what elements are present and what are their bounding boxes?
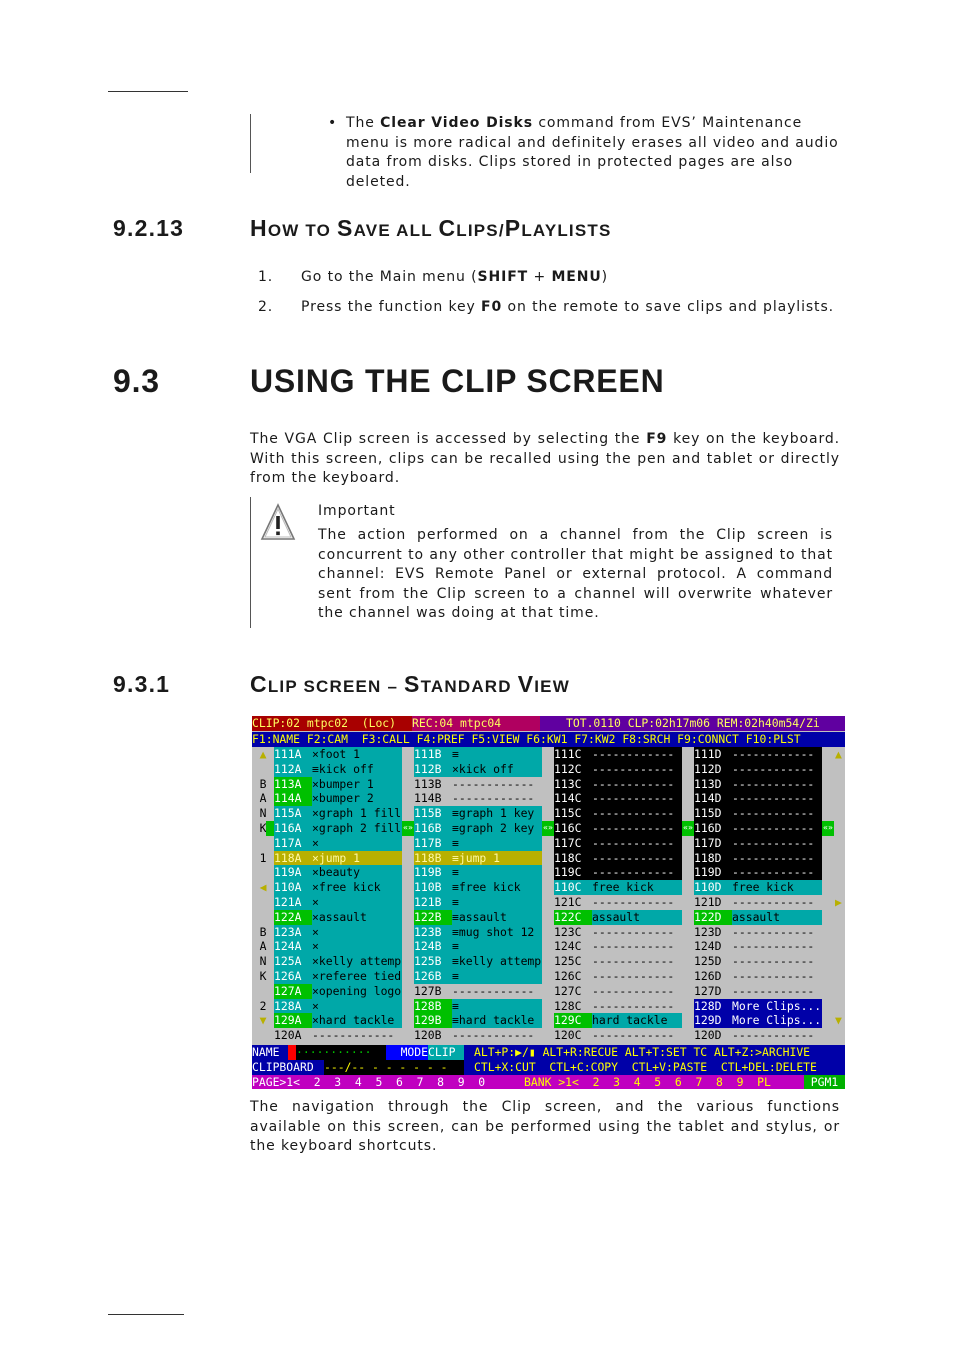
- clip-id[interactable]: 111B: [414, 747, 452, 762]
- clip-id[interactable]: 114D: [694, 791, 732, 806]
- clip-id[interactable]: 114B: [414, 791, 452, 806]
- clip-name[interactable]: ------------: [592, 836, 682, 851]
- ctl-shortcuts: CTL+X:CUT CTL+C:COPY CTL+V:PASTE CTL+DEL:DELETE: [464, 1060, 845, 1075]
- footer-rule: [108, 1314, 184, 1315]
- clip-id[interactable]: 113D: [694, 777, 732, 792]
- clip-id[interactable]: 120C: [554, 1028, 592, 1043]
- clip-id[interactable]: 129C: [554, 1013, 592, 1028]
- clip-id[interactable]: 122D: [694, 910, 732, 925]
- scroll-down-right-icon[interactable]: ▼: [835, 1013, 842, 1027]
- clip-id[interactable]: 118D: [694, 851, 732, 866]
- note-sidebar: [250, 114, 251, 173]
- clip-id[interactable]: 111C: [554, 747, 592, 762]
- clip-id[interactable]: 118B: [414, 851, 452, 866]
- clip-id[interactable]: 110D: [694, 880, 732, 895]
- section-number-9-3-1: 9.3.1: [113, 671, 171, 697]
- clip-name[interactable]: ×opening logo: [312, 983, 402, 998]
- clip-name[interactable]: ×: [312, 895, 402, 910]
- clip-name[interactable]: ≡kick off: [312, 762, 402, 777]
- clip-id[interactable]: 127A: [274, 984, 312, 999]
- clip-id[interactable]: 114C: [554, 791, 592, 806]
- clip-id[interactable]: 121D: [694, 895, 732, 910]
- clip-name[interactable]: assault: [732, 910, 822, 925]
- bank-label[interactable]: ▲: [259, 747, 267, 761]
- clip-name[interactable]: ------------: [592, 777, 682, 792]
- bank-label: K: [259, 969, 267, 983]
- name-cursor[interactable]: [288, 1045, 296, 1060]
- clip-id[interactable]: 114A: [274, 791, 312, 806]
- clip-name[interactable]: ≡assault: [452, 910, 542, 925]
- clip-id[interactable]: 128D: [694, 999, 732, 1014]
- section-number-9-2-13: 9.2.13: [113, 215, 185, 241]
- clip-name[interactable]: ×bumper 1: [312, 777, 402, 792]
- clip-name[interactable]: ×graph 1 fill: [312, 806, 402, 821]
- clip-id[interactable]: 123D: [694, 925, 732, 940]
- clip-id[interactable]: 124A: [274, 939, 312, 954]
- clip-name[interactable]: ------------: [732, 791, 822, 806]
- clip-name[interactable]: ------------: [732, 954, 822, 969]
- clip-name[interactable]: ------------: [592, 925, 682, 940]
- clip-id[interactable]: 113A: [274, 777, 312, 792]
- clip-name[interactable]: ×: [312, 939, 402, 954]
- clip-name[interactable]: ≡mug shot 12: [452, 925, 542, 940]
- clip-name[interactable]: ------------: [592, 851, 682, 866]
- clip-name[interactable]: ------------: [732, 762, 822, 777]
- bullet-text-post: command from EVS’ Maintenance menu is more radical and definitely erases all video and audio data from disks. Clips stored in protected pages are also deleted.: [346, 115, 839, 190]
- important-label: Important: [318, 503, 396, 519]
- section-title-9-3-1: CLIP SCREEN – STANDARD VIEW: [250, 671, 570, 697]
- clip-name[interactable]: ×kelly attemp: [312, 954, 402, 969]
- step-number: 1.: [258, 269, 274, 285]
- bullet-text-pre: The: [346, 115, 381, 131]
- clip-name[interactable]: ------------: [592, 954, 682, 969]
- warning-icon: [260, 502, 296, 542]
- clip-id[interactable]: 124C: [554, 939, 592, 954]
- important-sidebar: [250, 497, 251, 628]
- bank-label: [252, 910, 274, 925]
- clip-id[interactable]: 125A: [274, 954, 312, 969]
- clip-name[interactable]: ------------: [732, 925, 822, 940]
- clip-name[interactable]: ≡graph 2 key: [452, 821, 542, 836]
- clip-screen: [252, 716, 845, 1089]
- clip-id[interactable]: 119D: [694, 865, 732, 880]
- clip-id[interactable]: 125B: [414, 954, 452, 969]
- section-title-9-2-13: HOW TO SAVE ALL CLIPS/PLAYLISTS: [250, 215, 612, 241]
- bank-label: B: [259, 924, 267, 939]
- clip-id[interactable]: 115A: [274, 806, 312, 821]
- clip-name[interactable]: ≡free kick: [452, 880, 542, 895]
- clip-id[interactable]: 129B: [414, 1013, 452, 1028]
- clip-id[interactable]: 121A: [274, 895, 312, 910]
- important-text: The action performed on a channel from the Clip screen is concurrent to any other controller that might be assigned to that channel: EVS Remote Panel or external protocol. A command sent from the Clip screen to a channel will overwrite whatever the channel was doing at that time.: [318, 527, 833, 621]
- bank-label[interactable]: ▼: [259, 1013, 267, 1028]
- clip-name[interactable]: ------------: [592, 806, 682, 821]
- pgm-indicator[interactable]: PGM1: [804, 1075, 845, 1089]
- clip-id[interactable]: 112C: [554, 762, 592, 777]
- clip-id[interactable]: 111D: [694, 747, 732, 762]
- clip-name[interactable]: ------------: [592, 762, 682, 777]
- name-input[interactable]: ···········: [296, 1045, 386, 1060]
- clip-id[interactable]: 127C: [554, 984, 592, 999]
- clip-id[interactable]: 126B: [414, 969, 452, 984]
- bank-selector[interactable]: BANK >1< 2 3 4 5 6 7 8 9 PL: [524, 1075, 804, 1089]
- bank-label: [252, 836, 274, 851]
- clip-name[interactable]: ------------: [312, 1028, 402, 1043]
- clip-name[interactable]: ------------: [732, 747, 822, 762]
- step-1: 1. Go to the Main menu (SHIFT + MENU): [258, 269, 609, 285]
- clip-name[interactable]: free kick: [592, 880, 682, 895]
- bank-label: A: [259, 791, 267, 806]
- clip-id[interactable]: 118C: [554, 851, 592, 866]
- clip-name[interactable]: ≡kelly attemp: [452, 954, 542, 969]
- clip-id[interactable]: 112D: [694, 762, 732, 777]
- bank-label: 1: [259, 850, 267, 865]
- bullet-item: [328, 114, 840, 192]
- clip-name[interactable]: ≡: [452, 939, 542, 954]
- clip-name[interactable]: ×free kick: [312, 880, 402, 895]
- clip-name[interactable]: More Clips...: [732, 998, 822, 1013]
- clip-id[interactable]: 127D: [694, 984, 732, 999]
- clip-id[interactable]: 122A: [274, 910, 312, 925]
- clip-id[interactable]: 118A: [274, 851, 312, 866]
- clip-name[interactable]: ×: [312, 999, 402, 1014]
- clip-name[interactable]: ≡: [452, 999, 542, 1014]
- bank-label: [252, 865, 274, 880]
- clip-name[interactable]: ≡graph 1 key: [452, 806, 542, 821]
- clip-name[interactable]: hard tackle: [592, 1013, 682, 1028]
- link-marker: «»: [542, 821, 554, 836]
- clip-id[interactable]: 126A: [274, 969, 312, 984]
- clip-id[interactable]: 128C: [554, 999, 592, 1014]
- clip-id[interactable]: 126D: [694, 969, 732, 984]
- clip-name[interactable]: ------------: [592, 969, 682, 984]
- link-marker: «»: [402, 821, 414, 836]
- clip-id[interactable]: 117A: [274, 836, 312, 851]
- clip-name[interactable]: ------------: [592, 1028, 682, 1043]
- bank-label: [252, 984, 274, 999]
- clip-id[interactable]: 124D: [694, 939, 732, 954]
- section-title-9-3: USING THE CLIP SCREEN: [250, 363, 665, 399]
- clip-name[interactable]: More Clips...: [732, 1013, 822, 1028]
- clip-id[interactable]: 127B: [414, 984, 452, 999]
- clip-name[interactable]: ×hard tackle: [312, 1013, 402, 1028]
- intro-paragraph: The VGA Clip screen is accessed by selecting the F9 key on the keyboard. With this screen, clips can be recalled using the pen and tablet or directly from the keyboard.: [250, 431, 840, 486]
- clip-id[interactable]: 110B: [414, 880, 452, 895]
- clip-name[interactable]: ------------: [592, 791, 682, 806]
- link-marker: «»: [682, 821, 694, 836]
- clip-id[interactable]: 116B: [414, 821, 452, 836]
- clip-id[interactable]: 111A: [274, 747, 312, 762]
- clip-name[interactable]: ------------: [732, 821, 822, 836]
- page-next-icon[interactable]: ▶: [835, 895, 842, 909]
- clip-name[interactable]: ------------: [592, 984, 682, 999]
- clip-name[interactable]: ≡: [452, 747, 542, 762]
- alt-shortcuts: ALT+P:▶/▮ ALT+R:RECUE ALT+T:SET TC ALT+Z:>ARCHIVE: [464, 1045, 845, 1060]
- bank-label: 2: [259, 998, 267, 1013]
- clip-name[interactable]: ≡jump 1: [452, 851, 542, 866]
- clip-name[interactable]: ------------: [592, 865, 682, 880]
- clip-name[interactable]: ------------: [732, 836, 822, 851]
- clip-name[interactable]: ×foot 1: [312, 747, 402, 762]
- clip-name[interactable]: ×referee tied: [312, 969, 402, 983]
- clip-name[interactable]: ------------: [732, 777, 822, 792]
- clip-id[interactable]: 129D: [694, 1013, 732, 1028]
- clip-id[interactable]: 128A: [274, 999, 312, 1014]
- clip-id[interactable]: 123C: [554, 925, 592, 940]
- function-key-bar[interactable]: F1:NAME F2:CAM F3:CALL F4:PREF F5:VIEW F6:KW1 F7:KW2 F8:SRCH F9:CONNCT F10:PLST: [252, 732, 845, 747]
- row-marker: [266, 821, 274, 836]
- bank-label: A: [259, 939, 267, 954]
- clip-id[interactable]: 115D: [694, 806, 732, 821]
- clip-id[interactable]: 126C: [554, 969, 592, 984]
- bank-label: B: [259, 776, 267, 791]
- clip-name[interactable]: ------------: [732, 969, 822, 984]
- clip-id[interactable]: 124B: [414, 939, 452, 954]
- clip-name[interactable]: ------------: [592, 747, 682, 762]
- bullet-dot: •: [328, 115, 338, 131]
- clipboard-label: CLIPBOARD: [252, 1060, 324, 1075]
- clip-id[interactable]: 123B: [414, 925, 452, 940]
- bank-label[interactable]: ◀: [259, 880, 267, 895]
- clip-id[interactable]: 115C: [554, 806, 592, 821]
- bullet-text-bold: Clear Video Disks: [380, 115, 533, 131]
- bank-label: N: [259, 954, 267, 969]
- clip-id[interactable]: 121C: [554, 895, 592, 910]
- clip-name[interactable]: ------------: [732, 865, 822, 880]
- clip-id[interactable]: 112A: [274, 762, 312, 777]
- clip-name[interactable]: ------------: [452, 1028, 542, 1043]
- clip-id[interactable]: 116A: [274, 821, 312, 836]
- clip-id[interactable]: 120D: [694, 1028, 732, 1043]
- clip-name[interactable]: ------------: [592, 821, 682, 836]
- clip-name[interactable]: ≡: [452, 895, 542, 910]
- clip-id[interactable]: 117C: [554, 836, 592, 851]
- clip-id[interactable]: 129A: [274, 1013, 312, 1028]
- clip-id[interactable]: 121B: [414, 895, 452, 910]
- clip-id[interactable]: 113C: [554, 777, 592, 792]
- link-marker: «»: [822, 821, 834, 836]
- clip-id[interactable]: 122C: [554, 910, 592, 925]
- step-2: 2. Press the function key F0 on the remote to save clips and playlists.: [258, 299, 834, 315]
- clip-name[interactable]: ------------: [732, 806, 822, 821]
- bank-label: [252, 895, 274, 910]
- clip-name[interactable]: ≡: [452, 865, 542, 880]
- clip-name[interactable]: assault: [592, 910, 682, 925]
- clip-name[interactable]: ------------: [592, 999, 682, 1014]
- bank-label: [252, 762, 274, 777]
- clip-name[interactable]: ×beauty: [312, 865, 402, 880]
- clip-name[interactable]: ------------: [732, 939, 822, 954]
- clip-header-tot: TOT.0110 CLP:02h17m06 REM:02h40m54/Zi: [540, 716, 845, 731]
- closing-paragraph: The navigation through the Clip screen, and the various functions available on this screen, can be performed using the tablet and stylus, or the keyboard shortcuts.: [250, 1099, 840, 1154]
- clip-id[interactable]: 110A: [274, 880, 312, 895]
- bank-label: [252, 1028, 274, 1043]
- clip-id[interactable]: 123A: [274, 925, 312, 940]
- clip-id[interactable]: 113B: [414, 777, 452, 792]
- clip-name[interactable]: ------------: [592, 895, 682, 910]
- mode-value[interactable]: CLIP: [428, 1045, 464, 1060]
- clip-name[interactable]: ------------: [592, 939, 682, 954]
- clip-name[interactable]: ------------: [732, 851, 822, 866]
- clip-id[interactable]: 112B: [414, 762, 452, 777]
- clipboard-value: ---/-- - - - - - -: [324, 1060, 464, 1075]
- clip-name[interactable]: ------------: [452, 777, 542, 792]
- clip-name[interactable]: ×bumper 2: [312, 791, 402, 806]
- clip-id[interactable]: 122B: [414, 910, 452, 925]
- clip-id[interactable]: 117B: [414, 836, 452, 851]
- clip-id[interactable]: 128B: [414, 999, 452, 1014]
- clip-id[interactable]: 116D: [694, 821, 732, 836]
- clip-name[interactable]: ≡: [452, 969, 542, 984]
- clip-id[interactable]: 115B: [414, 806, 452, 821]
- clip-name[interactable]: ×graph 2 fill: [312, 821, 402, 835]
- clip-name[interactable]: ×kick off: [452, 762, 542, 777]
- clip-header-clip: CLIP:02 mtpc02 (Loc): [252, 716, 412, 731]
- clip-id[interactable]: 125C: [554, 954, 592, 969]
- clip-name[interactable]: free kick: [732, 880, 822, 895]
- clip-name[interactable]: ------------: [732, 984, 822, 999]
- clip-name[interactable]: ------------: [452, 984, 542, 999]
- bank-label: N: [259, 806, 267, 821]
- clip-id[interactable]: 117D: [694, 836, 732, 851]
- clip-id[interactable]: 120B: [414, 1028, 452, 1043]
- bank-label: K: [259, 821, 267, 835]
- clip-id[interactable]: 125D: [694, 954, 732, 969]
- clip-name[interactable]: ------------: [732, 895, 822, 910]
- clip-name[interactable]: ------------: [732, 1028, 822, 1043]
- clip-name[interactable]: ×assault: [312, 910, 402, 925]
- clip-name[interactable]: ×: [312, 836, 402, 851]
- clip-name[interactable]: ×: [312, 925, 402, 940]
- clip-name[interactable]: ×jump 1: [312, 851, 402, 866]
- name-label: NAME: [252, 1045, 288, 1060]
- clip-id[interactable]: 119C: [554, 865, 592, 880]
- clip-id[interactable]: 119B: [414, 865, 452, 880]
- clip-header-rec: REC:04 mtpc04: [412, 716, 540, 731]
- clip-name[interactable]: ------------: [452, 791, 542, 806]
- clip-id[interactable]: 119A: [274, 865, 312, 880]
- clip-id[interactable]: 116C: [554, 821, 592, 836]
- section-number-9-3: 9.3: [113, 363, 160, 399]
- step-number: 2.: [258, 299, 274, 315]
- clip-id[interactable]: 110C: [554, 880, 592, 895]
- header-rule: [108, 91, 188, 92]
- page-selector[interactable]: PAGE>1< 2 3 4 5 6 7 8 9 0: [252, 1075, 524, 1089]
- scroll-up-right-icon[interactable]: ▲: [835, 747, 842, 761]
- clip-id[interactable]: 120A: [274, 1028, 312, 1043]
- mode-label: MODE: [386, 1045, 428, 1060]
- clip-name[interactable]: ≡hard tackle: [452, 1013, 542, 1028]
- clip-name[interactable]: ≡: [452, 836, 542, 851]
